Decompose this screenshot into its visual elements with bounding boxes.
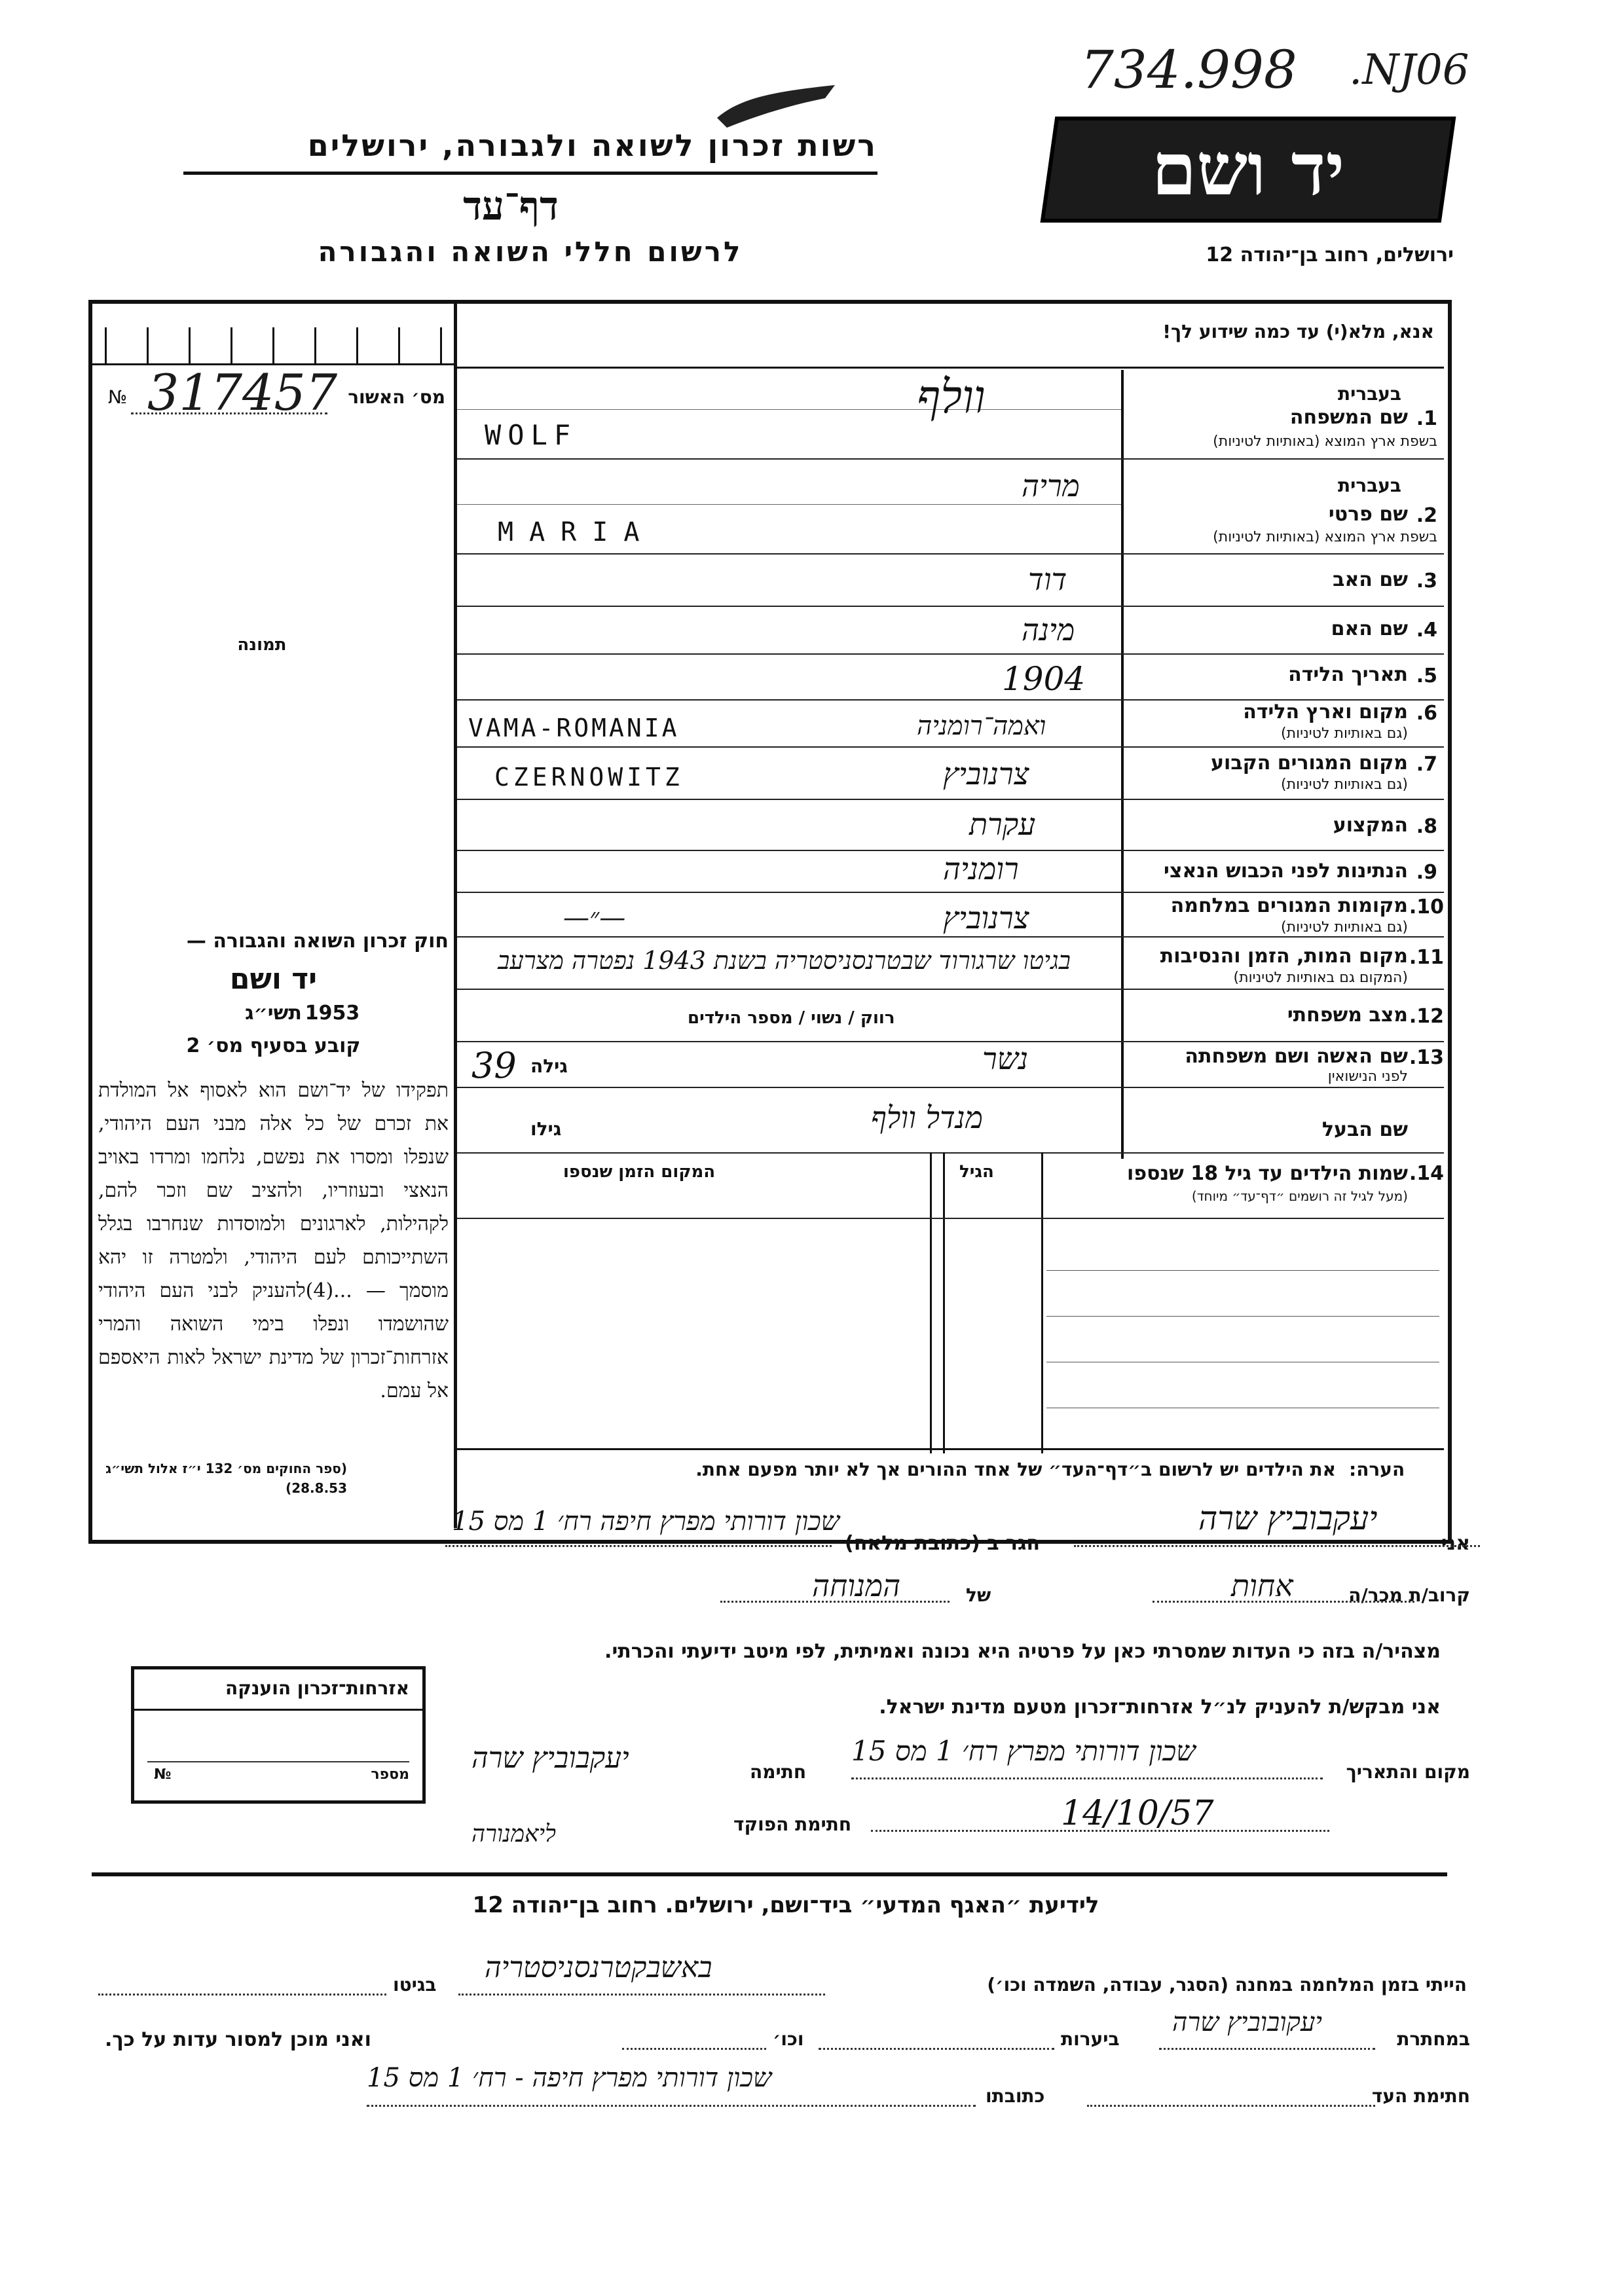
approval-number: 317457 [147,363,338,422]
field-8-hebrew: עקרת [969,807,1036,842]
field-1-sub: בשפת ארץ המוצא (באותיות לטיניות) [1213,433,1437,450]
citizenship-title: אזרחות־זכרון הוענקה [225,1677,409,1699]
field-4-hebrew: מינה [1022,612,1075,647]
field-5-hebrew: 1904 [1002,660,1086,698]
children-col-divider [930,1152,932,1453]
witness-sig-line [1087,2105,1375,2107]
partisans-line [819,2048,1054,2050]
law-body: תפקידו של יד־ושם הוא לאסוף אל המולדת את זכרם של כל אלה מבני העם היהודי, שנפלו ומסרו את נפשם, נלחמו ומרדו באויב הנאצי ובעוזריו, ולהציב שם וזכר להם, לקהילות, לארגונים ולמוסדות שנחרבו בגלל השתייכותם לעם היהודי, ולמטרה זו יהא מוסמך — ...(4)להעניק לבני העם היהודי שהושמדו ונפלו בימי השואה והמרי אזרחות־זכרון של מדינת ישראל לאות היאספם אל עמם. [98,1079,449,1402]
field-11-sub: (המקום גם באותיות לטיניות) [1233,970,1408,986]
field-6-label: מקום וארץ הלידה [1243,701,1408,723]
approval-ticks [105,327,445,363]
archive-number: 734.998 [1080,39,1297,100]
header-address: ירושלים, רחוב בן־יהודה 12 [1206,244,1454,266]
subrow-line [457,409,1121,410]
address-label: כתובתו [986,2085,1045,2107]
field-13-num: 13. [1409,1046,1444,1069]
relative-label: קרוב/ת מכר/ה [1348,1584,1470,1606]
law-name: יד ושם [229,962,318,996]
officer-label: חתימת הפוקד [733,1813,852,1835]
approval-dotline [131,412,327,414]
field-2-latin: MARIA [498,517,655,547]
field-12-num: 12. [1409,1005,1444,1028]
field-7-hebrew: צרנוביץ [943,756,1029,792]
underground-label: במחתרת [1397,2028,1470,2050]
place-line [851,1777,1323,1779]
law-section: קובע בסעיף מס׳ 2 [186,1034,361,1057]
yad-vashem-logo [1041,117,1456,223]
citizenship-divider [134,1709,422,1711]
field-8-num: 8. [1416,815,1437,838]
field-1-num: 1. [1416,407,1437,430]
husband-hebrew: מנדל וולף [871,1100,983,1135]
row-line [457,892,1444,893]
field-1-heb-tag: בעברית [1337,383,1401,405]
form-subtitle: לרשום חללי השואה והגבורה [318,236,743,268]
field-1-latin: WOLF [485,419,578,451]
field-7-sub: (גם באותיות לטיניות) [1281,776,1408,793]
field-6-hebrew: ואמה־רומניה [917,711,1046,741]
field-5-label: תאריך הלידה [1288,663,1408,686]
field-13-sub: לפני הנישואין [1327,1068,1408,1085]
children-row-line [457,1218,1444,1219]
section-separator [92,1872,1447,1876]
date-value: 14/10/57 [1061,1794,1214,1833]
row-line [457,1152,1444,1154]
law-year-hebrew: תשי״ג [245,1002,302,1025]
field-8-label: המקצוע [1333,814,1408,837]
field-3-hebrew: דוד [1028,562,1067,597]
underground-line [1159,2048,1375,2050]
field-6-sub: (גם באותיות לטיניות) [1281,725,1408,742]
declarant-name: יעקבוביץ שרה [1198,1499,1378,1537]
children-col-age: הגיל [959,1162,994,1182]
brush-mark-icon [714,79,838,131]
field-10-label: מקומות המגורים במלחמה [1170,894,1408,917]
of-value: המנוחה [812,1568,901,1603]
info-line1-label: הייתי בזמן המלחמה במחנה (הסגר, עבודה, השמדה וכו׳) [987,1974,1467,1995]
field-4-label: שם האם [1331,617,1408,640]
declaration-i: אני [1441,1532,1470,1555]
corner-mark: .NJ06 [1349,46,1469,94]
row-line [457,936,1444,938]
ghetto-label: בגיטו [393,1974,437,1995]
field-6-latin: VAMA-ROMANIA [468,714,680,742]
field-10-num: 10. [1409,896,1444,919]
field-13-hebrew: נשר [982,1041,1029,1076]
row-line [457,746,1444,748]
field-10-sub: (גם באותיות לטיניות) [1281,919,1408,936]
signature-value: יעקבוביץ שרה [471,1741,629,1775]
approval-prefix: № [108,386,128,408]
relation-line [1153,1601,1414,1603]
law-year: 1953 [304,1002,360,1025]
children-col-divider [1041,1152,1043,1453]
info-line1-line [458,1994,825,1995]
request-text: אני מבקש/ת להעניק לנ״ל אזרחות־זכרון מטעם מדינת ישראל. [879,1696,1441,1719]
info-title: לידיעת ״האגף המדעי״ ביד־ושם, ירושלים. רחוב בן־יהודה 12 [472,1892,1099,1918]
ready-label: ואני מוכן למסור עדות על כך. [105,2028,371,2051]
children-num: 14. [1409,1162,1444,1185]
logo-text: יד ושם [1151,127,1345,211]
note-text: את הילדים יש לרשום ב״דף־העד״ של אחד ההורים אך לא יותר מפעם אחת. [695,1459,1336,1480]
row-line [457,989,1444,990]
officer-signature: ליאמנורה [471,1821,556,1848]
info-line1-value: באשבקטרנסניסטריה [485,1951,712,1984]
signature-label: חתימה [750,1761,807,1783]
left-column-divider [454,304,457,1528]
children-bottom-line [457,1448,1444,1450]
row-line [457,799,1444,800]
field-6-num: 6. [1416,702,1437,725]
field-2-label: שם פרטי [1328,503,1408,526]
field-10-extra: —״— [563,903,626,933]
field-13-age-label: גילה [530,1055,568,1077]
row-line [457,1087,1444,1088]
children-row-line [1046,1270,1439,1271]
citizenship-box [131,1666,426,1804]
date-line [871,1830,1329,1832]
children-label: שמות הילדים עד גיל 18 שנספו [1127,1162,1408,1185]
field-9-hebrew: רומניה [943,851,1019,886]
field-11-num: 11. [1409,946,1444,969]
field-1-label: שם המשפחה [1289,406,1408,429]
field-7-num: 7. [1416,753,1437,776]
ghetto-line [98,1994,386,1995]
partisans-label: ביערות [1061,2028,1120,2050]
field-12-label: מצב משפחתי [1287,1004,1408,1027]
row-line [457,606,1444,607]
info-address-line [367,2105,976,2107]
declare-text: מצהיר/ה בזה כי העדות שמסרתי כאן על פרטיה היא נכונה ואמיתית, לפי מיטב ידיעתי והכרתי. [604,1640,1441,1663]
declarant-address: שכון דורותי מפרץ חיפה רח׳ 1 מס 15 [452,1506,840,1537]
etc-label: וכו׳ [773,2028,804,2050]
approval-label: מס׳ האשור [348,386,445,408]
children-col-place: המקום הזמן שנספו [563,1162,716,1182]
children-row-line [1046,1316,1439,1317]
subrow-line [457,504,1121,505]
citizenship-number-line [147,1761,409,1762]
intro-line [457,367,1444,369]
relation-value: אחות [1231,1568,1293,1603]
of-label: של [966,1584,991,1606]
husband-age-label: גילו [530,1118,562,1140]
place-value: שכון דורותי מפרץ רח׳ 1 מס 15 [851,1735,1196,1767]
witness-sig-label: חתימת העד [1371,2085,1470,2107]
field-12-options: רווק / נשוי / מספר הילדים [688,1008,895,1028]
field-2-heb-tag: בעברית [1337,475,1401,496]
address-line [445,1545,832,1547]
law-title: חוק זכרון השואה והגבורה — [186,930,449,953]
field-3-label: שם האב [1333,568,1408,591]
field-9-label: הנתינות לפני הכבוש הנאצי [1164,860,1408,883]
of-line [720,1601,950,1603]
institution-underline [183,172,877,175]
photo-label: תמונה [237,635,287,655]
field-3-num: 3. [1416,570,1437,592]
children-col-divider [943,1152,945,1453]
declarant-name-line [1074,1545,1480,1547]
row-line [457,1041,1444,1042]
field-1-hebrew: וולף [917,370,986,424]
intro-text: אנא, מלא(י) עד כמה שידוע לך! [1162,321,1434,342]
note-label: הערה: [1349,1459,1405,1480]
field-2-num: 2. [1416,504,1437,527]
place-date-label: מקום והתאריך [1346,1761,1470,1783]
field-13-age: 39 [471,1045,517,1086]
underground-value: יעקובוביץ שרה [1172,2007,1323,2037]
field-11-hebrew: בגיטו שרגורוד שבטרנסניסטריה בשנת 1943 נפטרה מצרעב [498,946,1071,975]
declaration-resident: הגר ב (כתובת מלאה) [845,1532,1041,1555]
field-7-label: מקום המגורים הקבוע [1211,752,1408,774]
institution-title: רשות זכרון לשואה ולגבורה, ירושלים [307,128,877,163]
law-gazette: (ספר החוקים מס׳ 132 י״ז אלול תשי״ג 28.8.53) [105,1461,347,1496]
field-5-num: 5. [1416,665,1437,687]
etc-line [622,2048,766,2050]
husband-label: שם הבעל [1321,1118,1408,1141]
row-line [457,653,1444,655]
field-11-label: מקום המות, הזמן והנסיבות [1160,945,1408,968]
field-4-num: 4. [1416,619,1437,642]
field-10-hebrew: צרנוביץ [943,900,1029,936]
form-title: דף־עד [463,183,559,229]
children-sub: (מעל לגיל זה רושמים ״דף־עד״ מיוחד) [1191,1188,1408,1204]
field-13-label: שם האשה ושם משפחתה [1185,1045,1408,1068]
citizenship-number-label: מספר [371,1766,409,1783]
field-7-latin: CZERNOWITZ [494,763,684,792]
citizenship-no: № [154,1766,172,1783]
info-address-value: שכון דורותי מפרץ חיפה - רח׳ 1 מס 15 [367,2063,772,2093]
field-9-num: 9. [1416,861,1437,884]
field-2-hebrew: מריה [1022,468,1080,503]
field-2-sub: בשפת ארץ המוצא (באותיות לטיניות) [1213,529,1437,545]
row-line [457,458,1444,460]
row-line [457,553,1444,555]
